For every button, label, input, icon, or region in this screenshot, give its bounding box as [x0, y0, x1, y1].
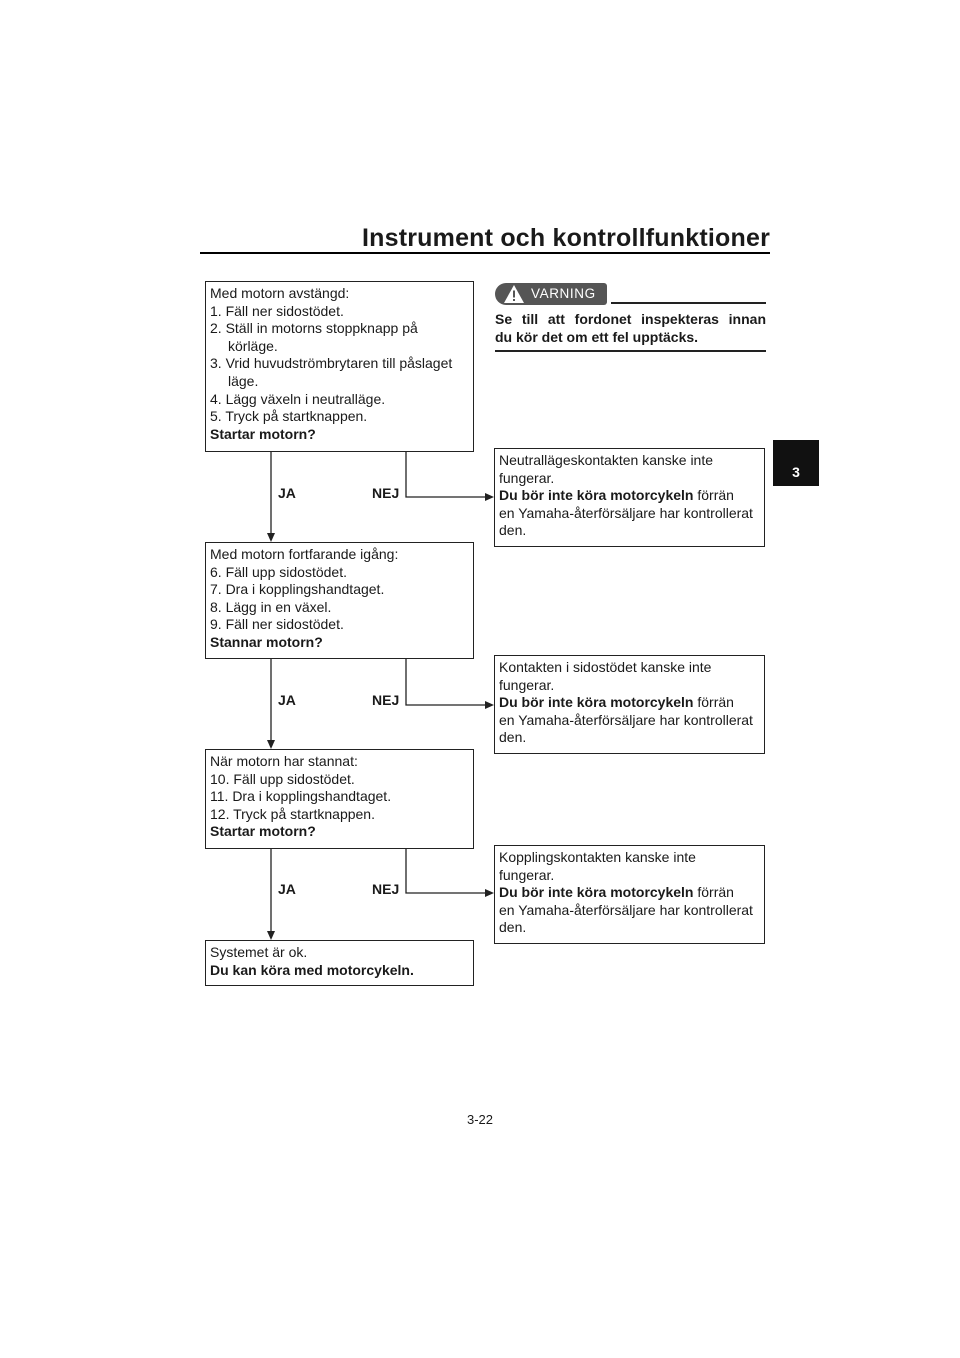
step3-heading: När motorn har stannat: — [210, 753, 358, 769]
step1-item: 1. Fäll ner sidostödet. — [210, 302, 344, 319]
fault2-box — [494, 655, 765, 754]
fault3-line: Kopplingskontakten kanske inte — [499, 849, 696, 865]
warning-rule-top — [611, 302, 766, 304]
fault1-line: en Yamaha-återförsäljare har kontrollerat — [499, 504, 753, 521]
step1-item: körläge. — [228, 337, 278, 354]
fault2-line: den. — [499, 729, 527, 746]
warning-text-line: du kör det om ett fel upptäcks. — [495, 329, 699, 345]
step2-item: 7. Dra i kopplingshandtaget. — [210, 581, 385, 598]
chapter-tab: 3 — [773, 440, 819, 486]
fault3-line: en Yamaha-återförsäljare har kontrollerat — [499, 901, 753, 918]
step3-box — [205, 749, 474, 849]
fault1-warning-bold: Du bör inte köra motorcykeln — [499, 487, 694, 504]
fault2-line: fungerar. — [499, 676, 555, 693]
warning-triangle-icon — [503, 284, 525, 304]
step1-heading: Med motorn avstängd: — [210, 285, 350, 301]
fault3-warning-bold: Du bör inte köra motorcykeln — [499, 884, 694, 901]
page-number: 3-22 — [466, 1112, 494, 1127]
arrowhead-yes-1 — [267, 533, 275, 542]
warning-rule-bottom — [495, 350, 766, 352]
step1-item: 4. Lägg växeln i neutralläge. — [210, 390, 386, 407]
arrowhead-no-2 — [485, 701, 494, 709]
fault2-line: en Yamaha-återförsäljare har kontrollerat — [499, 711, 753, 728]
no-connector-2 — [406, 658, 492, 705]
warning-text — [495, 310, 766, 346]
fault1-line: Neutrallägeskontakten kanske inte — [499, 452, 714, 468]
page-title: Instrument och kontrollfunktioner — [362, 224, 770, 252]
step1-item: 3. Vrid huvudströmbrytaren till påslaget — [210, 355, 453, 372]
fault3-warning-rest: förrän — [693, 884, 734, 901]
fault1-warning-rest: förrän — [693, 487, 734, 504]
no-label-1: NEJ — [372, 485, 400, 501]
fault2-warning-rest: förrän — [693, 694, 734, 711]
step1-item: läge. — [228, 372, 259, 389]
step2-item: 9. Fäll ner sidostödet. — [210, 616, 344, 633]
no-label-3: NEJ — [372, 881, 400, 897]
fault2-warning-bold: Du bör inte köra motorcykeln — [499, 694, 694, 711]
no-connector-3 — [406, 848, 492, 893]
arrowhead-yes-3 — [267, 931, 275, 940]
result-ok-line: Systemet är ok. — [210, 944, 308, 960]
arrowhead-yes-2 — [267, 740, 275, 749]
fault3-box — [494, 845, 765, 944]
fault1-line: den. — [499, 522, 527, 539]
step1-item: 2. Ställ in motorns stoppknapp på — [210, 320, 418, 337]
step3-item: 11. Dra i kopplingshandtaget. — [210, 788, 392, 805]
step2-question: Stannar motorn? — [210, 633, 323, 650]
arrowhead-no-1 — [485, 493, 494, 501]
step1-question: Startar motorn? — [210, 425, 316, 442]
step2-item: 8. Lägg in en växel. — [210, 598, 332, 615]
yes-label-1: JA — [278, 485, 296, 501]
warning-badge — [495, 283, 607, 305]
step1-box — [205, 281, 474, 452]
fault1-line: fungerar. — [499, 469, 555, 486]
warning-label: VARNING — [531, 286, 596, 301]
result-ok-box — [205, 940, 474, 986]
fault2-line: Kontakten i sidostödet kanske inte — [499, 659, 712, 675]
step1-item: 5. Tryck på startknappen. — [210, 408, 368, 425]
yes-label-3: JA — [278, 881, 296, 897]
no-label-2: NEJ — [372, 692, 400, 708]
step2-heading: Med motorn fortfarande igång: — [210, 546, 399, 562]
step3-question: Startar motorn? — [210, 823, 316, 840]
result-ok-bold: Du kan köra med motorcykeln. — [210, 961, 414, 978]
yes-label-2: JA — [278, 692, 296, 708]
arrowhead-no-3 — [485, 889, 494, 897]
fault1-box — [494, 448, 765, 547]
fault3-line: den. — [499, 919, 527, 936]
step3-item: 10. Fäll upp sidostödet. — [210, 770, 355, 787]
step2-box — [205, 542, 474, 659]
step2-item: 6. Fäll upp sidostödet. — [210, 563, 347, 580]
no-connector-1 — [406, 451, 492, 497]
fault3-line: fungerar. — [499, 866, 555, 883]
warning-text-line: Se till att fordonet inspekteras innan — [495, 311, 766, 327]
step3-item: 12. Tryck på startknappen. — [210, 805, 375, 822]
